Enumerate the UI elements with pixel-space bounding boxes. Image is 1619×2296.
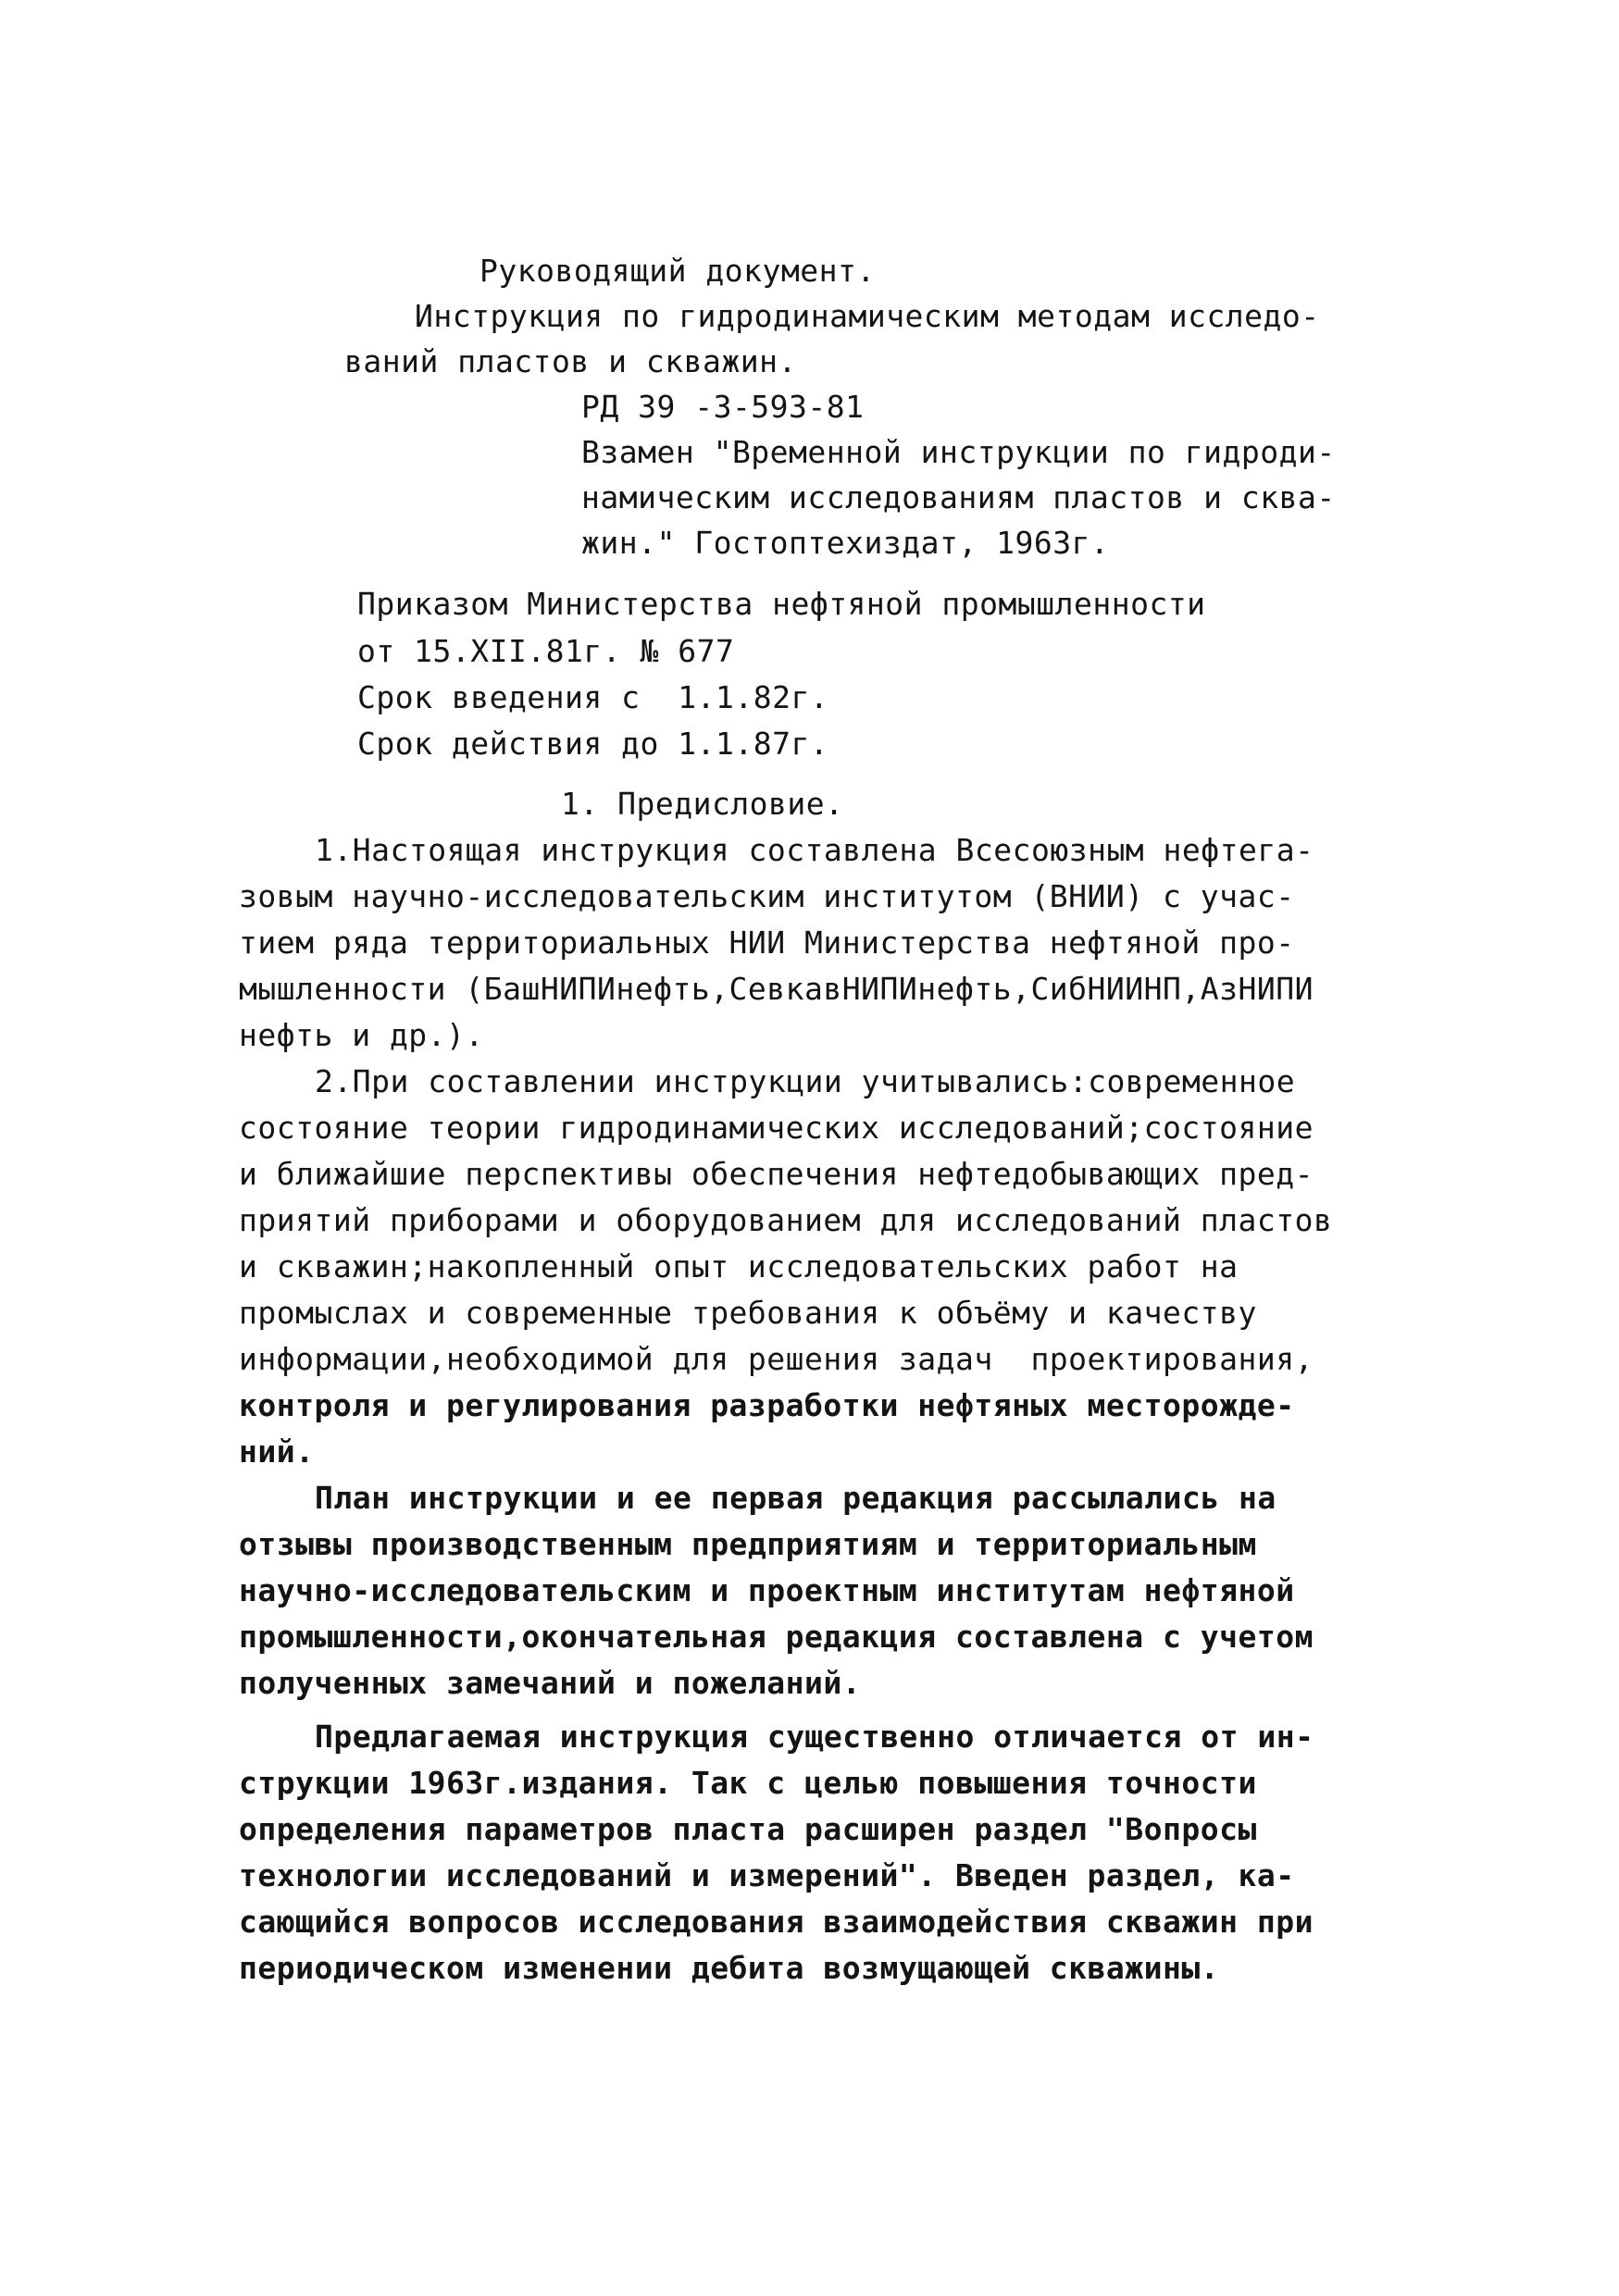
section-heading: 1. Предисловие.: [561, 786, 844, 822]
title-line-1: Инструкция по гидродинамическим методам исследо-: [415, 298, 1320, 334]
order-line-2: от 15.XII.81г. № 677: [357, 633, 735, 669]
p3-line: научно-исследовательским и проектным институтам нефтяной: [239, 1572, 1295, 1608]
p2-line: промыслах и современные требования к объёму и качеству: [239, 1295, 1257, 1331]
p2-line: и ближайшие перспективы обеспечения нефтедобывающих пред-: [239, 1156, 1314, 1192]
p4-line: периодическом изменении дебита возмущающей скважины.: [239, 1950, 1220, 1986]
p4-line: Предлагаемая инструкция существенно отличается от ин-: [315, 1719, 1314, 1755]
doc-type: Руководящий документ.: [479, 253, 876, 289]
replaces-line-1: Взамен "Временной инструкции по гидроди-: [581, 434, 1336, 470]
p2-line: приятий приборами и оборудованием для исследований пластов: [239, 1202, 1333, 1238]
effective-from: Срок введения с 1.1.82г.: [357, 679, 829, 715]
p3-line: отзывы производственным предприятиям и территориальным: [239, 1526, 1257, 1562]
replaces-line-2: намическим исследованиям пластов и сква-: [581, 479, 1336, 515]
p1-line: мышленности (БашНИПИнефть,СевкавНИПИнефть,СибНИИНП,АзНИПИ: [239, 971, 1314, 1007]
p2-line: и скважин;накопленный опыт исследовательских работ на: [239, 1248, 1239, 1285]
p1-line: 1.Настоящая инструкция составлена Всесоюзным нефтега-: [315, 832, 1314, 868]
p1-line: тием ряда территориальных НИИ Министерства нефтяной про-: [239, 925, 1295, 961]
replaces-line-3: жин." Гостоптехиздат, 1963г.: [581, 525, 1110, 561]
p1-line: нефть и др.).: [239, 1017, 484, 1053]
p4-line: технологии исследований и измерений". Введен раздел, ка-: [239, 1857, 1295, 1893]
p2-line: состояние теории гидродинамических исследований;состояние: [239, 1110, 1314, 1146]
p1-line: зовым научно-исследовательским институтом (ВНИИ) с учас-: [239, 878, 1295, 914]
valid-until: Срок действия до 1.1.87г.: [357, 726, 829, 762]
p2-line: ний.: [239, 1433, 315, 1470]
rd-number: РД 39 -3-593-81: [581, 389, 865, 425]
p4-line: сающийся вопросов исследования взаимодействия скважин при: [239, 1904, 1314, 1940]
p3-line: полученных замечаний и пожеланий.: [239, 1665, 862, 1701]
title-line-2: ваний пластов и скважин.: [344, 343, 797, 379]
p2-line: информации,необходимой для решения задач проектирования,: [239, 1341, 1314, 1377]
p2-line: контроля и регулирования разработки нефтяных месторожде-: [239, 1387, 1295, 1423]
p3-line: План инструкции и ее первая редакция рассылались на: [315, 1480, 1277, 1516]
p4-line: струкции 1963г.издания. Так с целью повышения точности: [239, 1765, 1257, 1801]
p4-line: определения параметров пласта расширен раздел "Вопросы: [239, 1811, 1257, 1847]
p3-line: промышленности,окончательная редакция составлена с учетом: [239, 1619, 1314, 1655]
p2-line: 2.При составлении инструкции учитывались:современное: [315, 1063, 1296, 1099]
order-line-1: Приказом Министерства нефтяной промышленности: [357, 586, 1206, 622]
